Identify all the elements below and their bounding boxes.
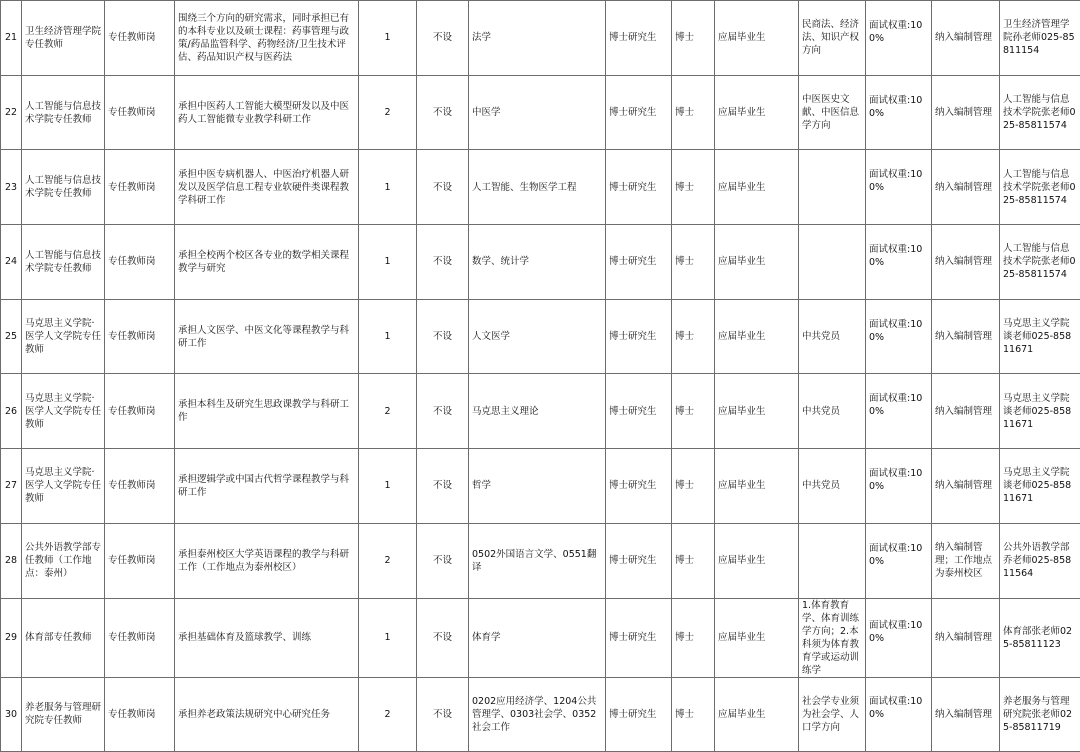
duty-cell: 承担中医药人工智能大模型研发以及中医药人工智能微专业教学科研工作 bbox=[175, 75, 359, 150]
table-row bbox=[1, 225, 1080, 300]
contact-cell: 马克思主义学院谈老师025-85811671 bbox=[1000, 299, 1080, 374]
candidate-source-cell: 应届毕业生 bbox=[715, 299, 799, 374]
major-cell: 体育学 bbox=[469, 598, 606, 677]
internal-quota-cell: 不设 bbox=[417, 299, 469, 374]
education-cell: 博士研究生 bbox=[606, 299, 672, 374]
other-requirements-cell: 中共党员 bbox=[799, 299, 866, 374]
post-type-cell: 专任教师岗 bbox=[105, 598, 175, 677]
candidate-source-cell: 应届毕业生 bbox=[715, 150, 799, 225]
table-row bbox=[1, 449, 1080, 524]
interview-weight-cell bbox=[866, 225, 932, 300]
contact-cell: 马克思主义学院谈老师025-85811671 bbox=[1000, 374, 1080, 449]
post-type-cell: 专任教师岗 bbox=[105, 523, 175, 598]
internal-quota-cell: 不设 bbox=[417, 677, 469, 752]
department-cell: 卫生经济管理学院专任教师 bbox=[22, 1, 105, 76]
interview-weight-text: 面试权重:100% bbox=[869, 244, 922, 268]
headcount-cell: 2 bbox=[359, 523, 417, 598]
department-cell: 公共外语教学部专任教师（工作地点：泰州） bbox=[22, 523, 105, 598]
interview-weight-text: 面试权重:100% bbox=[869, 543, 922, 567]
interview-weight-text: 面试权重:100% bbox=[869, 319, 922, 343]
contact-cell: 卫生经济管理学院孙老师025-85811154 bbox=[1000, 1, 1080, 76]
headcount-cell: 1 bbox=[359, 150, 417, 225]
interview-weight-text: 面试权重:100% bbox=[869, 468, 922, 492]
headcount-cell: 2 bbox=[359, 677, 417, 752]
post-type-cell: 专任教师岗 bbox=[105, 1, 175, 76]
internal-quota-cell: 不设 bbox=[417, 75, 469, 150]
major-cell: 马克思主义理论 bbox=[469, 374, 606, 449]
candidate-source-cell: 应届毕业生 bbox=[715, 225, 799, 300]
other-requirements-cell: 中共党员 bbox=[799, 449, 866, 524]
interview-weight-cell bbox=[866, 299, 932, 374]
degree-cell: 博士 bbox=[672, 150, 715, 225]
education-cell: 博士研究生 bbox=[606, 1, 672, 76]
degree-cell: 博士 bbox=[672, 225, 715, 300]
department-cell: 养老服务与管理研究院专任教师 bbox=[22, 677, 105, 752]
table-row bbox=[1, 150, 1080, 225]
post-type-cell: 专任教师岗 bbox=[105, 150, 175, 225]
staffing-cell: 纳入编制管理 bbox=[932, 150, 1000, 225]
internal-quota-cell: 不设 bbox=[417, 449, 469, 524]
education-cell: 博士研究生 bbox=[606, 75, 672, 150]
interview-weight-text: 面试权重:100% bbox=[869, 620, 922, 644]
interview-weight-cell bbox=[866, 374, 932, 449]
row-number: 27 bbox=[1, 449, 22, 524]
row-number: 30 bbox=[1, 677, 22, 752]
internal-quota-cell: 不设 bbox=[417, 374, 469, 449]
education-cell: 博士研究生 bbox=[606, 225, 672, 300]
headcount-cell: 1 bbox=[359, 449, 417, 524]
table-row bbox=[1, 1, 1080, 76]
other-requirements-cell bbox=[799, 523, 866, 598]
contact-cell: 人工智能与信息技术学院张老师025-85811574 bbox=[1000, 225, 1080, 300]
duty-cell: 承担泰州校区大学英语课程的教学与科研工作（工作地点为泰州校区） bbox=[175, 523, 359, 598]
candidate-source-cell: 应届毕业生 bbox=[715, 598, 799, 677]
staffing-cell: 纳入编制管理 bbox=[932, 677, 1000, 752]
candidate-source-cell: 应届毕业生 bbox=[715, 75, 799, 150]
headcount-cell: 1 bbox=[359, 598, 417, 677]
internal-quota-cell: 不设 bbox=[417, 150, 469, 225]
duty-cell: 承担本科生及研究生思政课教学与科研工作 bbox=[175, 374, 359, 449]
post-type-cell: 专任教师岗 bbox=[105, 75, 175, 150]
post-type-cell: 专任教师岗 bbox=[105, 449, 175, 524]
table-row bbox=[1, 677, 1080, 752]
row-number: 29 bbox=[1, 598, 22, 677]
interview-weight-cell bbox=[866, 75, 932, 150]
department-cell: 马克思主义学院·医学人文学院专任教师 bbox=[22, 374, 105, 449]
table-row bbox=[1, 598, 1080, 677]
internal-quota-cell: 不设 bbox=[417, 225, 469, 300]
headcount-cell: 1 bbox=[359, 299, 417, 374]
other-requirements-cell bbox=[799, 225, 866, 300]
degree-cell: 博士 bbox=[672, 75, 715, 150]
interview-weight-cell bbox=[866, 677, 932, 752]
staffing-cell: 纳入编制管理 bbox=[932, 1, 1000, 76]
education-cell: 博士研究生 bbox=[606, 598, 672, 677]
staffing-cell: 纳入编制管理 bbox=[932, 598, 1000, 677]
degree-cell: 博士 bbox=[672, 299, 715, 374]
other-requirements-cell bbox=[799, 150, 866, 225]
row-number: 26 bbox=[1, 374, 22, 449]
degree-cell: 博士 bbox=[672, 374, 715, 449]
candidate-source-cell: 应届毕业生 bbox=[715, 1, 799, 76]
candidate-source-cell: 应届毕业生 bbox=[715, 374, 799, 449]
other-requirements-cell: 1.体育教育学、体育训练学方向；2.本科须为体育教育学或运动训练学 bbox=[799, 598, 866, 677]
education-cell: 博士研究生 bbox=[606, 374, 672, 449]
post-type-cell: 专任教师岗 bbox=[105, 225, 175, 300]
row-number: 22 bbox=[1, 75, 22, 150]
interview-weight-cell bbox=[866, 150, 932, 225]
row-number: 21 bbox=[1, 1, 22, 76]
department-cell: 马克思主义学院·医学人文学院专任教师 bbox=[22, 299, 105, 374]
major-cell: 中医学 bbox=[469, 75, 606, 150]
other-requirements-cell: 中共党员 bbox=[799, 374, 866, 449]
contact-cell: 养老服务与管理研究院张老师025-85811719 bbox=[1000, 677, 1080, 752]
education-cell: 博士研究生 bbox=[606, 449, 672, 524]
post-type-cell: 专任教师岗 bbox=[105, 677, 175, 752]
row-number: 28 bbox=[1, 523, 22, 598]
contact-cell: 人工智能与信息技术学院张老师025-85811574 bbox=[1000, 75, 1080, 150]
staffing-cell: 纳入编制管理 bbox=[932, 374, 1000, 449]
other-requirements-cell: 社会学专业须为社会学、人口学方向 bbox=[799, 677, 866, 752]
major-cell: 哲学 bbox=[469, 449, 606, 524]
table-row bbox=[1, 523, 1080, 598]
table-row bbox=[1, 299, 1080, 374]
headcount-cell: 2 bbox=[359, 374, 417, 449]
degree-cell: 博士 bbox=[672, 523, 715, 598]
interview-weight-text: 面试权重:100% bbox=[869, 95, 922, 119]
headcount-cell: 1 bbox=[359, 225, 417, 300]
education-cell: 博士研究生 bbox=[606, 523, 672, 598]
duty-cell: 承担养老政策法规研究中心研究任务 bbox=[175, 677, 359, 752]
department-cell: 马克思主义学院·医学人文学院专任教师 bbox=[22, 449, 105, 524]
education-cell: 博士研究生 bbox=[606, 677, 672, 752]
other-requirements-cell: 中医医史文献、中医信息学方向 bbox=[799, 75, 866, 150]
row-number: 25 bbox=[1, 299, 22, 374]
row-number: 23 bbox=[1, 150, 22, 225]
duty-cell: 承担基础体育及篮球教学、训练 bbox=[175, 598, 359, 677]
duty-cell: 承担中医专病机器人、中医治疗机器人研发以及医学信息工程专业软硬件类课程教学科研工作 bbox=[175, 150, 359, 225]
duty-cell: 承担人文医学、中医文化等课程教学与科研工作 bbox=[175, 299, 359, 374]
interview-weight-cell bbox=[866, 1, 932, 76]
degree-cell: 博士 bbox=[672, 677, 715, 752]
interview-weight-text: 面试权重:100% bbox=[869, 696, 922, 720]
degree-cell: 博士 bbox=[672, 1, 715, 76]
post-type-cell: 专任教师岗 bbox=[105, 299, 175, 374]
internal-quota-cell: 不设 bbox=[417, 1, 469, 76]
row-number: 24 bbox=[1, 225, 22, 300]
interview-weight-cell bbox=[866, 449, 932, 524]
major-cell: 数学、统计学 bbox=[469, 225, 606, 300]
staffing-cell: 纳入编制管理；工作地点为泰州校区 bbox=[932, 523, 1000, 598]
internal-quota-cell: 不设 bbox=[417, 523, 469, 598]
major-cell: 人工智能、生物医学工程 bbox=[469, 150, 606, 225]
major-cell: 0502外国语言文学、0551翻译 bbox=[469, 523, 606, 598]
interview-weight-text: 面试权重:100% bbox=[869, 169, 922, 193]
duty-cell: 承担全校两个校区各专业的数学相关课程教学与研究 bbox=[175, 225, 359, 300]
staffing-cell: 纳入编制管理 bbox=[932, 75, 1000, 150]
staffing-cell: 纳入编制管理 bbox=[932, 225, 1000, 300]
table-row bbox=[1, 374, 1080, 449]
duty-cell: 围绕三个方向的研究需求，同时承担已有的本科专业以及硕士课程：药事管理与政策/药品监管科学、药物经济/卫生技术评估、药品知识产权与医药法 bbox=[175, 1, 359, 76]
contact-cell: 体育部张老师025-85811123 bbox=[1000, 598, 1080, 677]
department-cell: 体育部专任教师 bbox=[22, 598, 105, 677]
contact-cell: 人工智能与信息技术学院张老师025-85811574 bbox=[1000, 150, 1080, 225]
staffing-cell: 纳入编制管理 bbox=[932, 449, 1000, 524]
other-requirements-cell: 民商法、经济法、知识产权方向 bbox=[799, 1, 866, 76]
contact-cell: 马克思主义学院谈老师025-85811671 bbox=[1000, 449, 1080, 524]
department-cell: 人工智能与信息技术学院专任教师 bbox=[22, 225, 105, 300]
duty-cell: 承担逻辑学或中国古代哲学课程教学与科研工作 bbox=[175, 449, 359, 524]
contact-cell: 公共外语教学部乔老师025-85811564 bbox=[1000, 523, 1080, 598]
internal-quota-cell: 不设 bbox=[417, 598, 469, 677]
major-cell: 法学 bbox=[469, 1, 606, 76]
major-cell: 人文医学 bbox=[469, 299, 606, 374]
candidate-source-cell: 应届毕业生 bbox=[715, 677, 799, 752]
degree-cell: 博士 bbox=[672, 598, 715, 677]
department-cell: 人工智能与信息技术学院专任教师 bbox=[22, 75, 105, 150]
interview-weight-text: 面试权重:100% bbox=[869, 20, 922, 44]
department-cell: 人工智能与信息技术学院专任教师 bbox=[22, 150, 105, 225]
degree-cell: 博士 bbox=[672, 449, 715, 524]
education-cell: 博士研究生 bbox=[606, 150, 672, 225]
interview-weight-text: 面试权重:100% bbox=[869, 393, 922, 417]
candidate-source-cell: 应届毕业生 bbox=[715, 523, 799, 598]
headcount-cell: 2 bbox=[359, 75, 417, 150]
staffing-cell: 纳入编制管理 bbox=[932, 299, 1000, 374]
major-cell: 0202应用经济学、1204公共管理学、0303社会学、0352社会工作 bbox=[469, 677, 606, 752]
headcount-cell: 1 bbox=[359, 1, 417, 76]
interview-weight-cell bbox=[866, 523, 932, 598]
candidate-source-cell: 应届毕业生 bbox=[715, 449, 799, 524]
table-row bbox=[1, 75, 1080, 150]
post-type-cell: 专任教师岗 bbox=[105, 374, 175, 449]
interview-weight-cell bbox=[866, 598, 932, 677]
